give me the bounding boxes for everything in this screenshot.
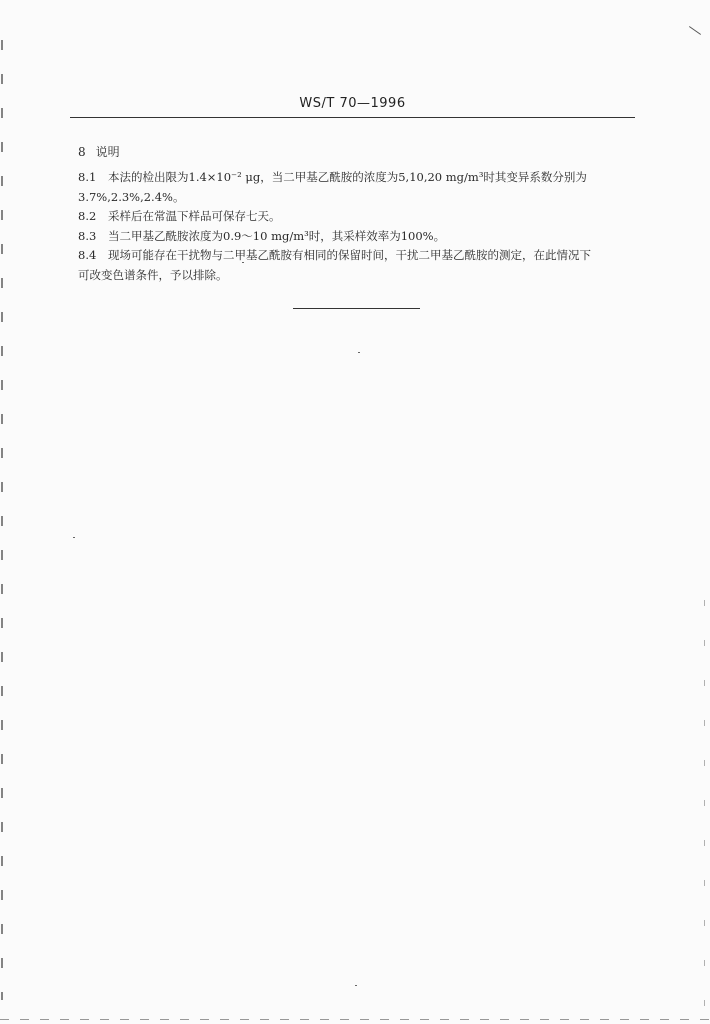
clause-8-1: [78, 167, 638, 207]
clause-text-line2: 3.7%,2.3%,2.4%。: [78, 190, 185, 204]
clause-number: 8.2: [78, 209, 97, 223]
scan-edge-artifact-bottom: [0, 1019, 710, 1020]
scan-edge-artifact: [1, 40, 3, 1000]
section-heading: [78, 143, 120, 160]
scan-corner-mark: [689, 26, 701, 35]
section-number: 8: [78, 145, 86, 159]
clause-text-line1: 采样后在常温下样品可保存七天。: [108, 209, 281, 223]
section-title: 说明: [95, 145, 120, 159]
clause-8-4: [78, 245, 638, 285]
scan-speck: [355, 985, 357, 986]
clause-number: 8.4: [78, 248, 97, 262]
header-rule: [70, 117, 635, 118]
scan-speck: [358, 352, 360, 353]
clause-text-line1: 现场可能存在干扰物与二甲基乙酰胺有相同的保留时间，干扰二甲基乙酰胺的测定，在此情况下: [108, 248, 591, 262]
scan-speck: [73, 537, 75, 538]
clause-8-2: [78, 206, 638, 226]
end-of-section-rule: [293, 308, 420, 309]
page-header-standard-code: WS/T 70—1996: [299, 96, 406, 111]
clause-number: 8.1: [78, 170, 97, 184]
scan-speck: [242, 262, 244, 263]
clause-text-line1: 本法的检出限为1.4×10⁻² μg，当二甲基乙酰胺的浓度为5,10,20 mg/m³时其变异系数分别为: [108, 170, 587, 184]
scan-edge-artifact-right: [704, 600, 705, 1020]
clause-text-line1: 当二甲基乙酰胺浓度为0.9～10 mg/m³时，其采样效率为100%。: [108, 229, 446, 243]
clause-number: 8.3: [78, 229, 97, 243]
clause-text-line2: 可改变色谱条件，予以排除。: [78, 268, 228, 282]
clause-8-3: [78, 226, 638, 246]
